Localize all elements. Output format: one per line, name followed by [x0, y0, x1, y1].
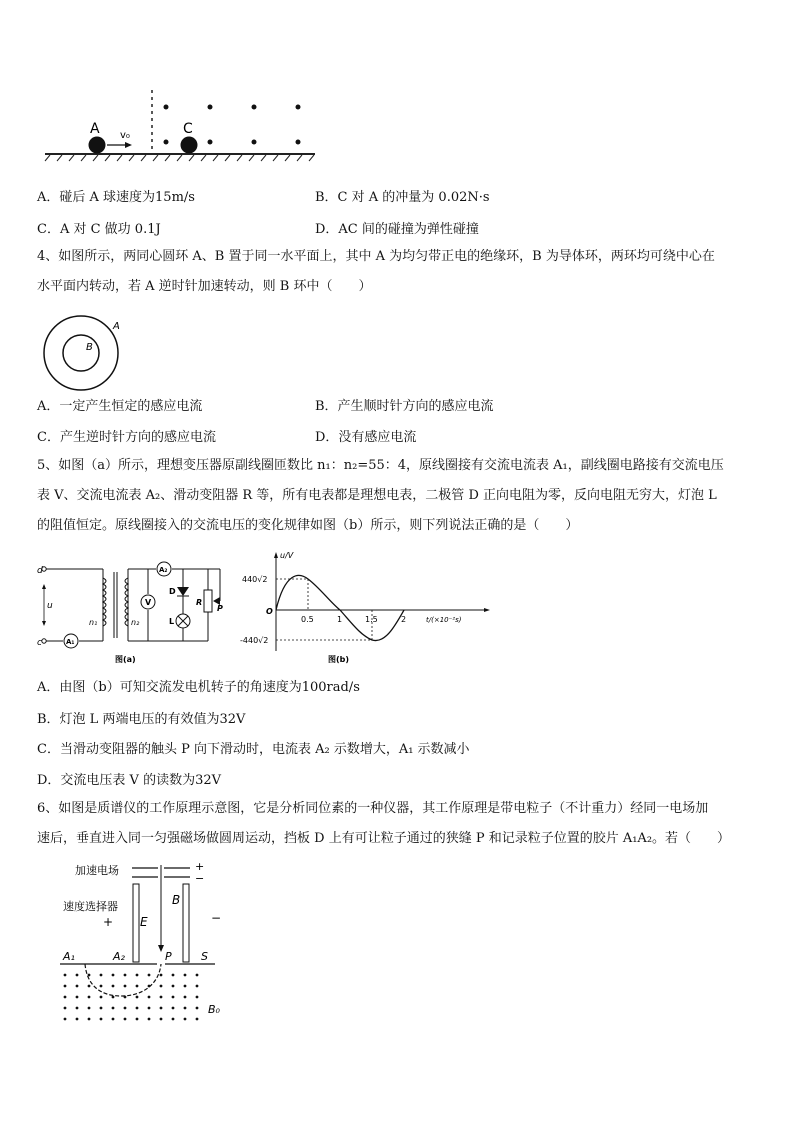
label-p: P — [165, 950, 172, 963]
label-a: A — [90, 121, 100, 137]
figure-b-caption: 图(b) — [328, 655, 350, 664]
q3-option-b: B．C 对 A 的冲量为 0.02N·s — [315, 190, 490, 205]
q5-line-2: 表 V、交流电流表 A₂、滑动变阻器 R 等，所有电表都是理想电表，二极管 D 正向电阻为零，反向电阻无穷大，灯泡 L — [37, 488, 717, 503]
x-tick-1: 1 — [337, 615, 343, 624]
y-tick-positive: 440√2 — [242, 575, 268, 584]
q4-option-c: C．产生逆时针方向的感应电流 — [37, 430, 216, 445]
selector-label: 速度选择器 — [63, 900, 118, 913]
figure-a-caption: 图(a) — [115, 655, 136, 664]
ring-b — [63, 335, 99, 371]
q4-stem — [37, 242, 759, 302]
voltage-u: u — [47, 601, 53, 611]
lamp-label: L — [169, 617, 175, 626]
minus-top: − — [195, 872, 205, 885]
q6-mass-spectrometer-figure — [55, 860, 240, 1025]
ball-c — [181, 137, 198, 154]
ring-a — [44, 316, 118, 390]
q6-stem — [37, 794, 759, 854]
q6-line-2: 速后，垂直进入同一匀强磁场做圆周运动，挡板 D 上有可让粒子通过的狭缝 P 和记录粒子位置的胶片 A₁A₂。若（ ） — [37, 831, 731, 846]
q5-option-c: C．当滑动变阻器的触头 P 向下滑动时，电流表 A₂ 示数增大，A₁ 示数减小 — [37, 742, 470, 757]
q5-stem — [37, 451, 759, 541]
q5-line-1: 5、如图（a）所示，理想变压器原副线圈匝数比 n₁：n₂=55：4，原线圈接有交流电流表 A₁，副线圈电路接有交流电压 — [37, 458, 724, 473]
q4-line-2: 水平面内转动，若 A 逆时针加速转动，则 B 环中（ ） — [37, 279, 372, 294]
y-tick-negative: -440√2 — [240, 636, 269, 645]
q4-option-a: A．一定产生恒定的感应电流 — [37, 399, 203, 414]
y-axis-label: u/V — [280, 551, 294, 560]
voltmeter-label: V — [145, 598, 152, 607]
coil-n2: n₂ — [131, 618, 140, 627]
q5-circuit-figure — [35, 560, 235, 666]
coil-n1: n₁ — [89, 618, 98, 627]
q3-option-a: A．碰后 A 球速度为15m/s — [37, 190, 195, 205]
q3-option-d: D．AC 间的碰撞为弹性碰撞 — [315, 222, 479, 237]
plus-top: + — [195, 860, 205, 873]
q3-option-c: C．A 对 C 做功 0.1J — [37, 222, 161, 237]
voltage-curve — [276, 575, 407, 640]
q4-line-1: 4、如图所示，两同心圆环 A、B 置于同一水平面上，其中 A 为均匀带正电的绝缘环，B 为导体环，两环均可绕中心在 — [37, 249, 715, 264]
q5-option-a: A．由图（b）可知交流发电机转子的角速度为100rad/s — [37, 680, 360, 695]
field-b-label: B — [172, 893, 181, 907]
label-v0: v₀ — [120, 130, 130, 141]
q5-voltage-graph — [240, 548, 495, 666]
particle-path — [85, 964, 161, 996]
label-b0: B₀ — [208, 1003, 220, 1016]
q3-collision-figure — [40, 88, 320, 163]
terminal-c: c — [37, 638, 42, 648]
ring-a-label: A — [113, 321, 120, 332]
q5-option-d: D．交流电压表 V 的读数为32V — [37, 773, 222, 788]
minus-right: − — [211, 911, 222, 925]
slider-label: P — [217, 604, 223, 613]
label-s: S — [201, 950, 208, 963]
x-tick-1.5: 1.5 — [365, 615, 378, 624]
rheostat-label: R — [196, 598, 203, 607]
x-axis-label: t/(×10⁻²s) — [426, 616, 462, 624]
q4-option-b: B．产生顺时针方向的感应电流 — [315, 399, 494, 414]
ball-a — [89, 137, 106, 154]
field-e-label: E — [140, 915, 148, 929]
q5-option-b: B．灯泡 L 两端电压的有效值为32V — [37, 712, 246, 727]
q6-line-1: 6、如图是质谱仪的工作原理示意图，它是分析同位素的一种仪器，其工作原理是带电粒子（不计重力）经同一电场加 — [37, 801, 709, 816]
q5-line-3: 的阻值恒定。原线圈接入的交流电压的变化规律如图（b）所示，则下列说法正确的是（ ） — [37, 518, 579, 533]
ammeter-a1-label: A₁ — [66, 638, 75, 646]
accel-field-label: 加速电场 — [75, 864, 119, 877]
ammeter-a2-label: A₂ — [159, 566, 168, 574]
label-a1: A₁ — [63, 950, 75, 963]
x-tick-0.5: 0.5 — [301, 615, 314, 624]
label-a2: A₂ — [113, 950, 125, 963]
diode-label: D — [169, 587, 176, 596]
label-c: C — [183, 121, 193, 137]
q4-rings-figure — [40, 312, 130, 397]
origin-label: O — [266, 607, 273, 616]
q4-option-d: D．没有感应电流 — [315, 430, 417, 445]
ring-b-label: B — [86, 342, 93, 353]
x-tick-2: 2 — [401, 615, 407, 624]
plus-left: + — [103, 915, 114, 929]
terminal-d: d — [37, 566, 43, 576]
b0-field-dots — [64, 974, 199, 1021]
